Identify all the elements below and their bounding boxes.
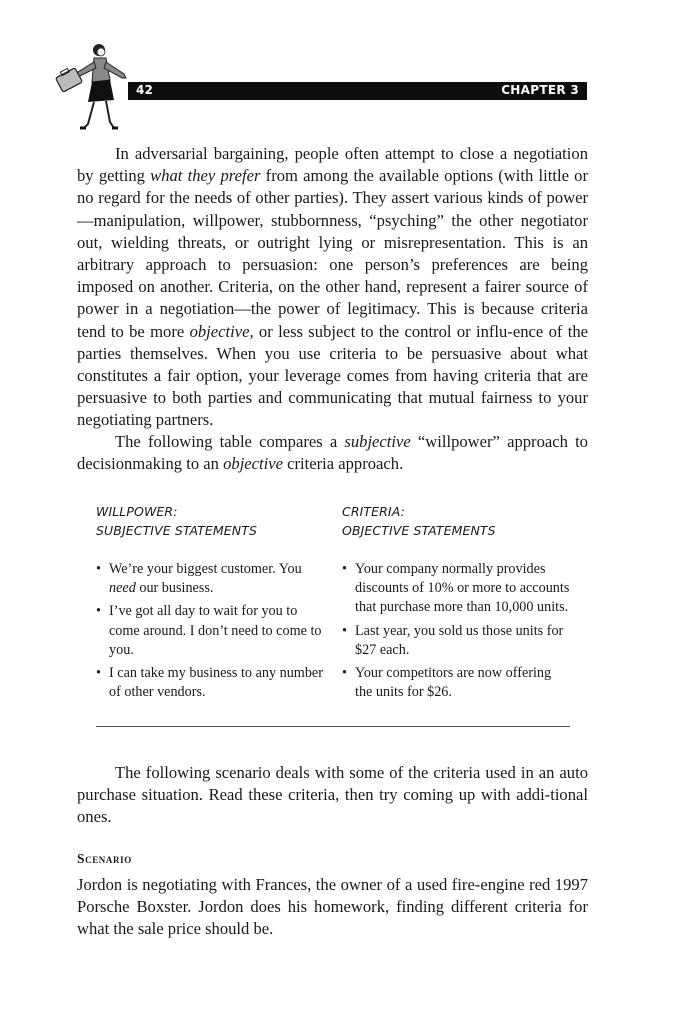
bullet-icon: •: [342, 561, 347, 577]
running-header: [128, 82, 587, 100]
list-item: • I can take my business to any number of other vendors.: [96, 665, 323, 701]
list-item: • Last year, you sold us those units for $27 each.: [342, 622, 564, 658]
emphasis-text: objective: [223, 454, 283, 474]
paragraph-scenario: Jordon is negotiating with Frances, the owner of a used fire-engine red 1997 Porsche Boxster. Jordon does his homework, finding different criteria for what the sale price should be.: [77, 875, 588, 939]
paragraph-adversarial-bargaining: In adversarial bargaining, people often attempt to close a negotiation by getting what they prefer from among the available options (with little or no regard for the needs of other parties). They assert various kinds of power—manipulation, willpower, stubbornness, “psyching” the other negotiator out, wielding threats, or outright lying or misrepresentation. This is an arbitrary approach to persuasion: one person’s preferences are being imposed on another. Criteria, on the other hand, represent a fairer source of power in a negotiation—the power of legitimacy. This is because criteria tend to be more objective, or less subject to the control or influ-ence of the parties themselves. When you use criteria to be persuasive about what constitutes a fair option, your leverage comes from having criteria that are persuasive to both parties and communicating that mutual fairness to your negotiating partners.: [77, 144, 588, 430]
paragraph-scenario-intro: The following scenario deals with some of the criteria used in an auto purchase situation. Read these criteria, then try coming up with addi-tional ones.: [77, 763, 588, 827]
bullet-icon: •: [342, 622, 347, 639]
bullet-icon: •: [342, 665, 347, 682]
paragraph-table-intro: The following table compares a subjective “willpower” approach to decisionmaking to an objective criteria approach.: [77, 432, 588, 474]
scenario-heading: Scenario: [77, 851, 132, 866]
criteria-column: [342, 502, 570, 701]
willpower-column: [96, 502, 324, 701]
emphasis-text: need: [109, 580, 136, 597]
criteria-list: [342, 560, 570, 706]
willpower-heading-line1: WILLPOWER:: [96, 504, 178, 519]
criteria-heading-line1: CRITERIA:: [342, 504, 405, 519]
list-item: • Your company normally provides discounts of 10% or more to accounts that purchase more than 10,000 units.: [342, 561, 570, 616]
willpower-heading-line2: SUBJECTIVE STATEMENTS: [96, 523, 258, 538]
table-bottom-rule: [96, 726, 570, 727]
chapter-label: CHAPTER 3: [501, 83, 579, 97]
emphasis-text: subjective: [344, 432, 411, 451]
bullet-icon: •: [96, 665, 101, 682]
willpower-list: [96, 560, 324, 706]
emphasis-text: what they prefer: [150, 166, 261, 186]
bullet-icon: •: [96, 603, 101, 620]
bullet-icon: •: [96, 561, 101, 577]
criteria-heading-line2: OBJECTIVE STATEMENTS: [342, 523, 496, 538]
list-item: • We’re your biggest customer. You need our business.: [96, 561, 302, 597]
emphasis-text: objective: [189, 321, 250, 341]
list-item: • I’ve got all day to wait for you to come around. I don’t need to come to you.: [96, 603, 322, 658]
list-item: • Your competitors are now offering the units for $26.: [342, 665, 552, 701]
businesswoman-illustration: [44, 40, 134, 135]
page-number: 42: [136, 83, 154, 97]
